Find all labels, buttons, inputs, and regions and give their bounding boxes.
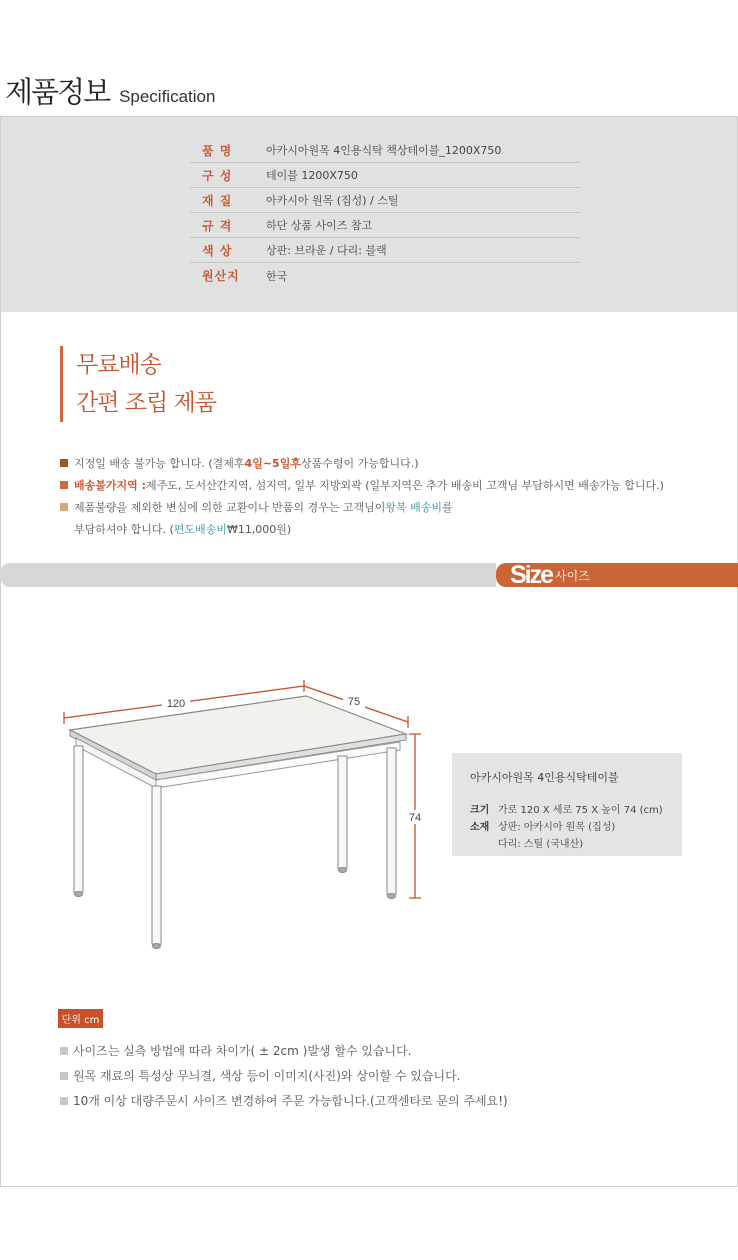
bullet-square-icon bbox=[60, 459, 68, 467]
table-legs bbox=[74, 746, 396, 949]
product-info-card bbox=[452, 753, 682, 856]
note-text: 10개 이상 대량주문시 사이즈 변경하여 주문 가능합니다.(고객센타로 문의 주세요!) bbox=[73, 1094, 508, 1108]
foot-back-right bbox=[339, 868, 347, 873]
spec-label: 원산지 bbox=[202, 269, 240, 283]
spec-value: 아카시아 원목 (집성) / 스틸 bbox=[266, 194, 399, 207]
table-diagram bbox=[56, 676, 436, 956]
notice-text: 제주도, 도서산간지역, 섬지역, 일부 지방외곽 (일부지역은 추가 배송비 고객님 부담하시면 배송가능 합니다.) bbox=[145, 479, 664, 492]
note-text: 원목 재료의 특성상 무늬결, 색상 등이 이미지(사진)와 상이할 수 있습니다. bbox=[73, 1069, 461, 1083]
spec-label: 구 성 bbox=[202, 168, 233, 183]
foot-front-right bbox=[388, 894, 396, 899]
notice-line bbox=[60, 518, 664, 540]
promo-free-shipping: 무료배송 bbox=[76, 352, 161, 378]
size-bar-label bbox=[496, 560, 738, 589]
notice-text: 를 bbox=[442, 501, 453, 514]
info-value: 상판: 아카시아 원목 (집성) bbox=[498, 822, 616, 833]
size-subtitle: 사이즈 bbox=[555, 568, 590, 583]
page-header bbox=[5, 70, 215, 110]
promo-block bbox=[60, 346, 216, 422]
note-line bbox=[60, 1088, 508, 1113]
spec-value: 아카시아원목 4인용식탁 책상테이블_1200X750 bbox=[266, 144, 502, 157]
notice-text: 상품수령이 가능합니다.) bbox=[300, 457, 419, 470]
info-value: 가로 120 X 세로 75 X 높이 74 (cm) bbox=[498, 805, 663, 816]
spec-value: 테이블 1200X750 bbox=[266, 169, 358, 182]
note-text: 사이즈는 실측 방법에 따라 차이가( ± 2cm )발생 할수 있습니다. bbox=[73, 1044, 412, 1058]
unit-badge: 단위 cm bbox=[58, 1009, 103, 1028]
spec-value: 상판: 브라운 / 다리: 블랙 bbox=[266, 244, 387, 257]
spec-label: 재 질 bbox=[202, 193, 233, 208]
spec-row-color bbox=[190, 238, 580, 263]
leg-back-left bbox=[74, 746, 83, 892]
spec-value: 한국 bbox=[266, 269, 288, 283]
spec-value: 하단 상품 사이즈 참고 bbox=[266, 219, 373, 232]
foot-back-left bbox=[75, 892, 83, 897]
bullet-square-icon bbox=[60, 503, 68, 511]
size-title: Size bbox=[510, 560, 553, 589]
info-row-material-2 bbox=[470, 834, 682, 851]
info-value: 다리: 스틸 (국내산) bbox=[498, 839, 584, 850]
bullet-square-icon bbox=[60, 1047, 68, 1055]
dim-height-label: 74 bbox=[408, 812, 422, 824]
leg-front-right bbox=[387, 748, 396, 894]
info-row-size bbox=[470, 800, 682, 817]
notice-text: 지정일 배송 불가능 합니다. (결제후 bbox=[74, 457, 245, 470]
spec-label: 규 격 bbox=[202, 218, 233, 233]
shipping-notice bbox=[60, 452, 664, 540]
spec-table bbox=[190, 138, 580, 288]
leg-front-left bbox=[152, 786, 161, 944]
info-key: 크기 bbox=[470, 805, 490, 816]
info-row-material bbox=[470, 817, 682, 834]
notice-highlight: 왕복 배송비 bbox=[385, 501, 443, 514]
size-bar-gray bbox=[0, 563, 496, 587]
spec-label: 색 상 bbox=[202, 243, 233, 258]
dim-width-label: 120 bbox=[166, 698, 186, 710]
spec-row-composition bbox=[190, 163, 580, 188]
info-key: 소재 bbox=[470, 822, 490, 833]
notice-text: 제품불량을 제외한 변심에 의한 교환이나 반품의 경우는 고객님이 bbox=[74, 501, 386, 514]
notice-line bbox=[60, 474, 664, 496]
bullet-square-icon bbox=[60, 481, 68, 489]
spec-row-name bbox=[190, 138, 580, 163]
spec-label: 품 명 bbox=[202, 143, 233, 158]
leg-back-right bbox=[338, 756, 347, 868]
dim-depth-label: 75 bbox=[347, 696, 361, 708]
notice-highlight: 배송불가지역 : bbox=[74, 479, 146, 492]
spec-row-origin bbox=[190, 263, 580, 288]
promo-easy-assembly: 간편 조립 제품 bbox=[76, 390, 216, 416]
notice-highlight: 편도배송비 bbox=[173, 523, 227, 536]
size-section-bar bbox=[0, 560, 738, 589]
spec-row-material bbox=[190, 188, 580, 213]
spec-row-size bbox=[190, 213, 580, 238]
notice-highlight: 4일~5일후 bbox=[244, 457, 301, 470]
note-line bbox=[60, 1063, 508, 1088]
bullet-square-icon bbox=[60, 1072, 68, 1080]
note-line bbox=[60, 1038, 508, 1063]
notice-line bbox=[60, 496, 664, 518]
bullet-square-icon bbox=[60, 1097, 68, 1105]
size-notes bbox=[60, 1038, 508, 1113]
notice-text: ₩11,000원) bbox=[226, 523, 292, 536]
page-title: 제품정보 bbox=[5, 75, 110, 109]
notice-line bbox=[60, 452, 664, 474]
notice-text: 부담하셔야 합니다. ( bbox=[74, 523, 174, 536]
product-name: 아카시아원목 4인용식탁테이블 bbox=[470, 771, 619, 784]
foot-front-left bbox=[153, 944, 161, 949]
page-subtitle: Specification bbox=[119, 87, 216, 106]
